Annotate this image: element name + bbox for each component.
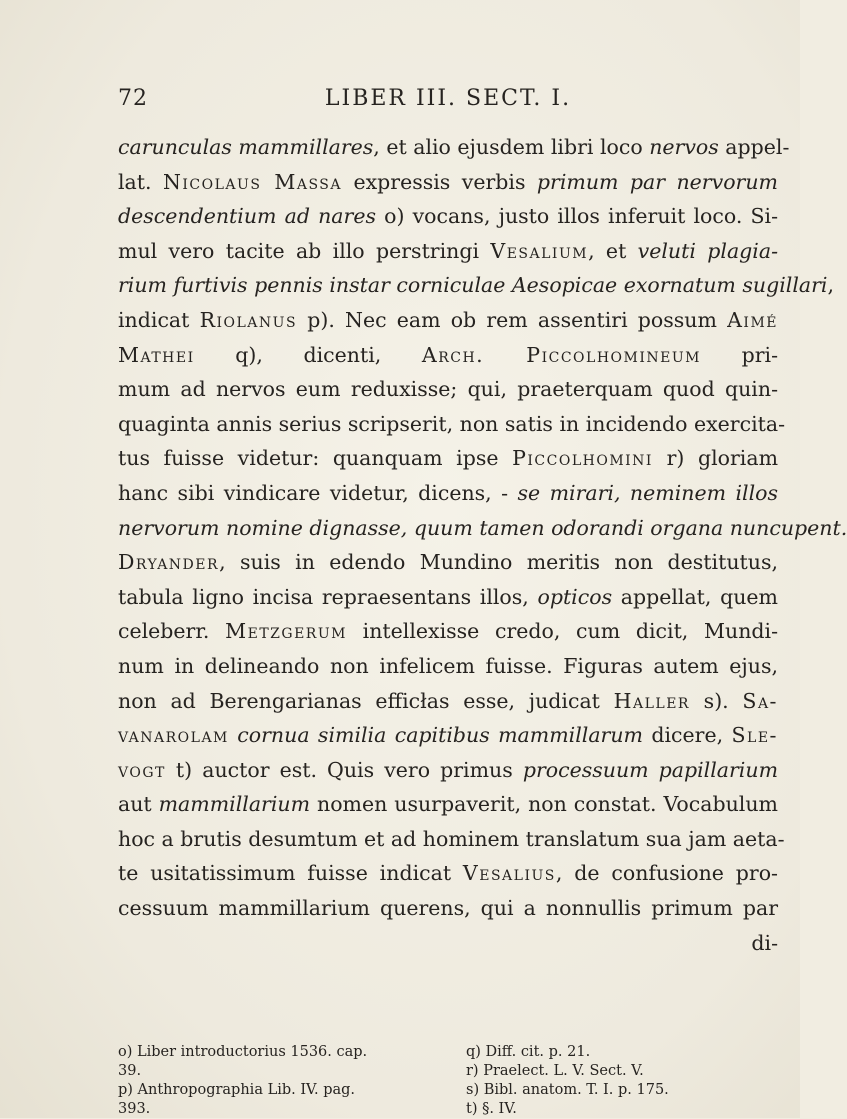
text-line: aut mammillarium nomen usurpaverit, non constat. Vocabulum — [118, 792, 778, 817]
footnote-s: s) Bibl. anatom. T. I. p. 175. — [466, 1082, 669, 1098]
text-line: lat. Nicolaus Massa expressis verbis primum par nervorum — [118, 169, 778, 194]
text-line: num in delineando non infelicem fuisse. Figuras autem ejus, — [118, 653, 778, 678]
footnote-t: t) §. IV. — [466, 1101, 517, 1117]
footnote-r: r) Praelect. L. V. Sect. V. — [466, 1063, 644, 1079]
text-line: indicat Riolanus p). Nec eam ob rem assentiri possum Aimé — [118, 307, 779, 332]
footnote-p-continued: 393. — [118, 1101, 151, 1117]
text-line: cessuum mammillarium querens, qui a nonnullis primum par — [118, 896, 778, 921]
text-line: quaginta annis serius scripserit, non satis in incidendo exercita- — [118, 411, 786, 436]
text-line: vanarolam cornua similia capitibus mammillarum dicere, Sle- — [118, 723, 778, 748]
main-text — [118, 130, 847, 960]
text-line: descendentium ad nares o) vocans, justo illos inferuit loco. Si- — [118, 204, 778, 229]
text-line: Dryander, suis in edendo Mundino meritis non destitutus, — [118, 550, 778, 575]
text-line: hanc sibi vindicare videtur, dicens, - se mirari, neminem illos — [118, 480, 778, 505]
footnote-o-continued: 39. — [118, 1063, 142, 1079]
page-number: 72 — [118, 86, 148, 111]
footnotes-left-column — [118, 1043, 448, 1119]
text-line: vogt t) auctor est. Quis vero primus processuum papillarium — [118, 757, 779, 782]
text-line: tus fuisse videtur: quanquam ipse Piccolhomini r) gloriam — [118, 446, 779, 471]
catchword: di- — [751, 930, 778, 955]
text-line: mum ad nervos eum reduxisse; qui, praeterquam quod quin- — [118, 377, 778, 402]
text-line: mul vero tacite ab illo perstringi Vesalium, et veluti plagia- — [118, 238, 778, 263]
running-head: LIBER III. SECT. I. — [324, 86, 572, 111]
text-line: Mathei q), dicenti, Arch. Piccolhomineum pri- — [118, 342, 778, 367]
text-line: hoc a brutis desumtum et ad hominem translatum sua jam aeta- — [118, 826, 785, 851]
footnote-q: q) Diff. cit. p. 21. — [466, 1044, 591, 1060]
text-line: rium furtivis pennis instar corniculae Aesopicae exornatum sugillari, — [118, 273, 834, 298]
text-line: celeberr. Metzgerum intellexisse credo, cum dicit, Mundi- — [118, 619, 778, 644]
footnote-o: o) Liber introductorius 1536. cap. — [118, 1044, 368, 1060]
page-header — [118, 86, 778, 116]
footnote-p: p) Anthropographia Lib. IV. pag. — [118, 1082, 356, 1098]
text-line: non ad Berengarianas efficłas esse, judicat Haller s). Sa- — [118, 688, 778, 713]
footnotes-right-column — [466, 1043, 786, 1119]
text-line: te usitatissimum fuisse indicat Vesalius, de confusione pro- — [118, 861, 778, 886]
text-line: tabula ligno incisa repraesentans illos, opticos appellat, quem — [118, 584, 778, 609]
text-line: nervorum nomine dignasse, quum tamen odorandi organa nuncupent. — [118, 515, 847, 540]
text-line: carunculas mammillares, et alio ejusdem libri loco nervos appel- — [118, 135, 790, 159]
